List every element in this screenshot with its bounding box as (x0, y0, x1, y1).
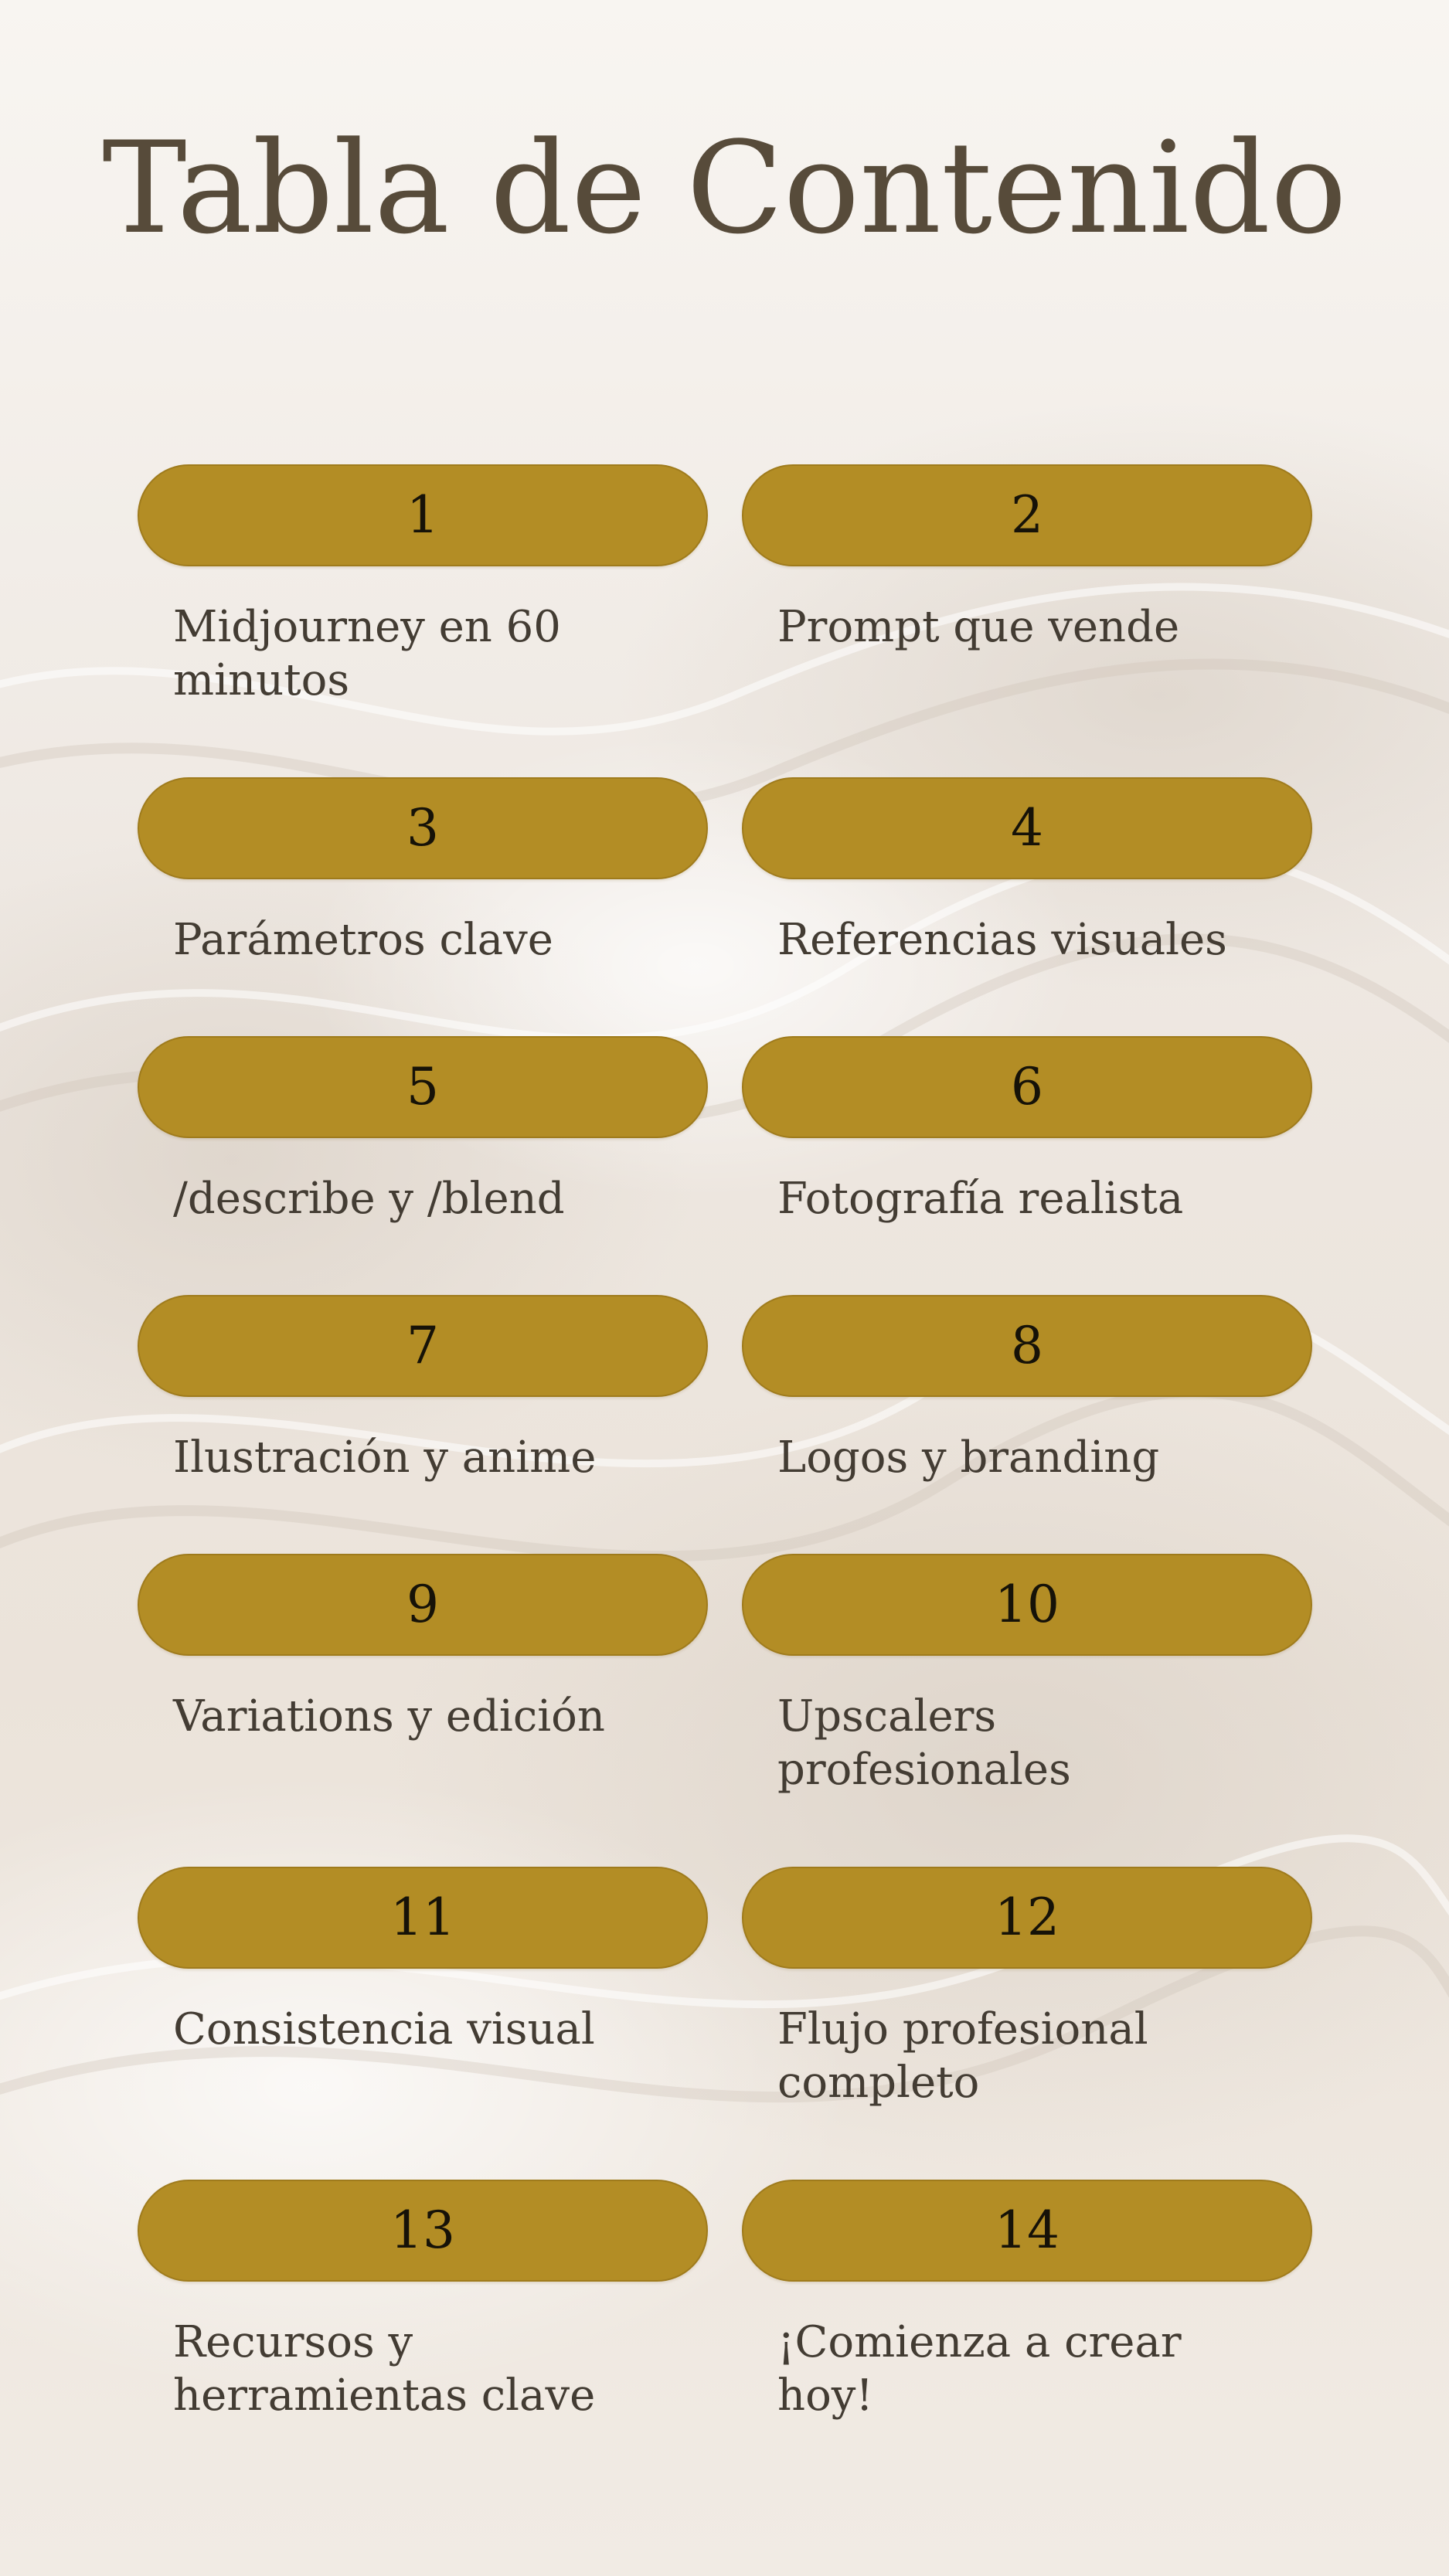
item-title: /describe y /blend (173, 1174, 565, 1224)
item-title: Ilustración y anime (173, 1432, 597, 1483)
item-number: 4 (1011, 798, 1043, 858)
item-number: 6 (1011, 1057, 1043, 1116)
number-pill (742, 464, 1312, 566)
item-title: Upscalers profesionales (777, 1691, 1071, 1795)
item-number: 11 (390, 1888, 455, 1947)
item-number: 5 (406, 1057, 439, 1116)
toc-item-11 (138, 1867, 708, 2056)
number-pill (138, 1867, 708, 1969)
item-number: 3 (406, 798, 439, 858)
number-pill (138, 2180, 708, 2282)
toc-item-7 (138, 1295, 708, 1484)
item-title: Referencias visuales (777, 915, 1227, 965)
toc-item-12 (742, 1867, 1312, 2109)
toc-item-9 (138, 1554, 708, 1743)
item-title: Variations y edición (173, 1691, 605, 1742)
toc-item-6 (742, 1036, 1312, 1225)
item-title: Logos y branding (777, 1432, 1160, 1483)
number-pill (138, 1036, 708, 1138)
toc-item-1 (138, 464, 708, 707)
item-number: 10 (995, 1575, 1060, 1634)
number-pill (742, 2180, 1312, 2282)
number-pill (742, 1295, 1312, 1397)
item-title: Parámetros clave (173, 915, 553, 965)
page-title: Tabla de Contenido (102, 114, 1347, 262)
item-title: Midjourney en 60 minutos (173, 602, 561, 705)
item-title: Consistencia visual (173, 2004, 595, 2054)
toc-item-13 (138, 2180, 708, 2422)
toc-item-10 (742, 1554, 1312, 1796)
toc-item-3 (138, 777, 708, 967)
number-pill (742, 777, 1312, 879)
number-pill (138, 1295, 708, 1397)
item-number: 9 (406, 1575, 439, 1634)
item-number: 7 (406, 1316, 439, 1375)
item-number: 8 (1011, 1316, 1043, 1375)
number-pill (742, 1036, 1312, 1138)
item-number: 12 (995, 1888, 1060, 1947)
toc-item-8 (742, 1295, 1312, 1484)
number-pill (138, 464, 708, 566)
item-title: Prompt que vende (777, 602, 1180, 652)
number-pill (742, 1867, 1312, 1969)
item-title: Recursos y herramientas clave (173, 2317, 596, 2421)
toc-item-2 (742, 464, 1312, 654)
item-title: Fotografía realista (777, 1174, 1184, 1224)
number-pill (742, 1554, 1312, 1656)
item-number: 13 (390, 2200, 455, 2260)
item-number: 14 (995, 2200, 1060, 2260)
toc-item-5 (138, 1036, 708, 1225)
item-title: Flujo profesional completo (777, 2004, 1148, 2108)
item-number: 2 (1011, 485, 1043, 545)
number-pill (138, 777, 708, 879)
item-title: ¡Comienza a crear hoy! (777, 2317, 1182, 2421)
number-pill (138, 1554, 708, 1656)
toc-item-4 (742, 777, 1312, 967)
item-number: 1 (406, 485, 439, 545)
toc-item-14 (742, 2180, 1312, 2422)
